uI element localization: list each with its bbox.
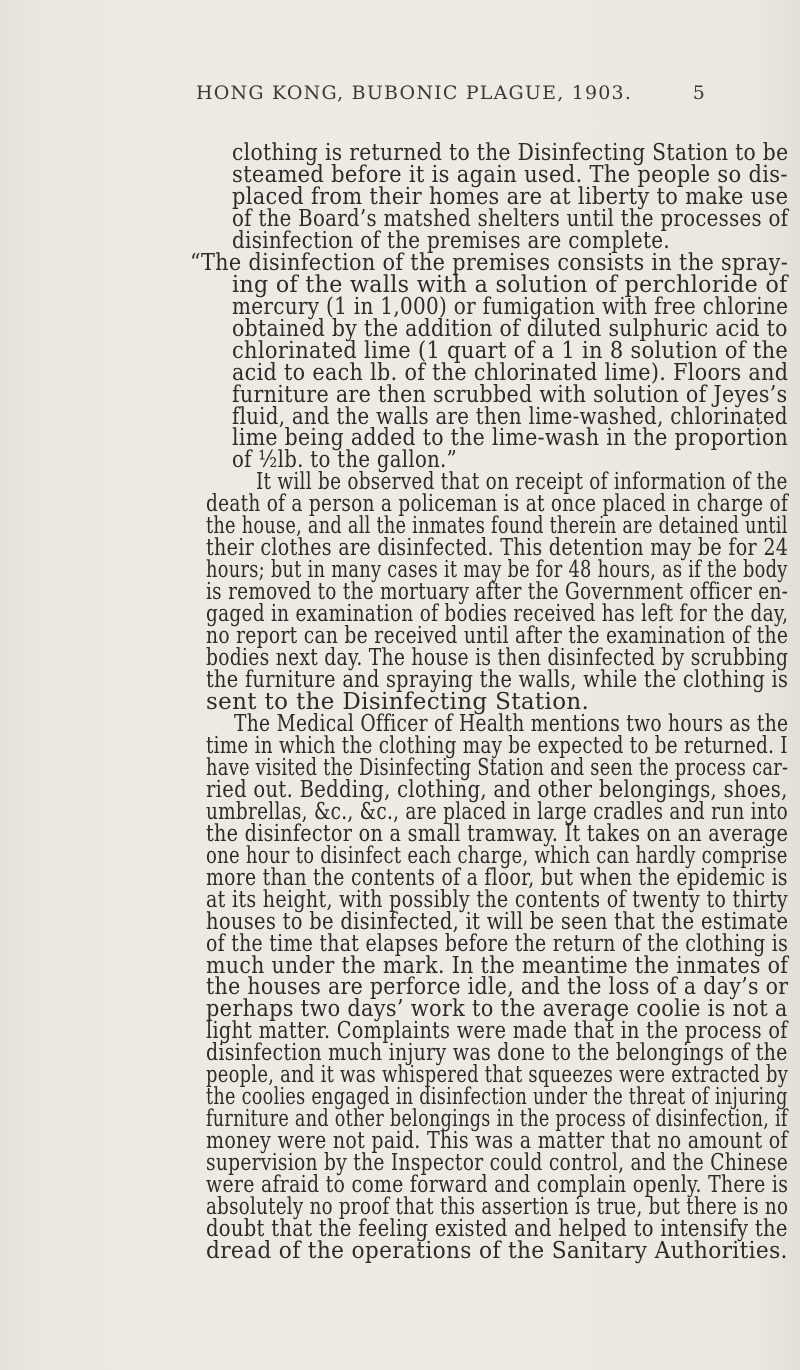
text-line: gaged in examination of bodies received has left for the day,: [206, 601, 789, 627]
text-line: light matter. Complaints were made that in the process of: [206, 1018, 788, 1044]
text-line: no report can be received until after the examination of the: [206, 623, 789, 649]
text-line: doubt that the feeling existed and helped to intensify the: [206, 1216, 788, 1242]
text-line: acid to each lb. of the chlorinated lime). Floors and: [232, 360, 789, 386]
text-line: of ½lb. to the gallon.”: [232, 447, 457, 473]
text-line: absolutely no proof that this assertion is true, but there is no: [206, 1194, 789, 1220]
running-title: HONG KONG, BUBONIC PLAGUE, 1903.: [196, 82, 633, 104]
text-line: supervision by the Inspector could control, and the Chinese: [206, 1150, 789, 1176]
text-line: money were not paid. This was a matter that no amount of: [206, 1128, 788, 1154]
text-line: steamed before it is again used. The people so dis-: [232, 162, 788, 188]
text-line: disinfection much injury was done to the belongings of the: [206, 1040, 788, 1066]
text-line: sent to the Disinfecting Station.: [206, 689, 590, 715]
text-line: the house, and all the inmates found therein are detained until: [206, 513, 788, 539]
text-line: chlorinated lime (1 quart of a 1 in 8 solution of the: [232, 338, 789, 364]
text-line: people, and it was whispered that squeezes were extracted by: [206, 1062, 789, 1088]
page-number: 5: [692, 82, 706, 104]
text-line: time in which the clothing may be expected to be returned. I: [206, 733, 788, 759]
text-line: obtained by the addition of diluted sulphuric acid to: [232, 316, 788, 342]
text-line: the coolies engaged in disinfection under the threat of injuring: [206, 1084, 788, 1110]
text-line: is removed to the mortuary after the Government officer en-: [206, 579, 789, 605]
text-line: dread of the operations of the Sanitary Authorities.: [206, 1238, 788, 1264]
text-line: hours; but in many cases it may be for 48 hours, as if the body: [206, 557, 788, 583]
text-line: death of a person a policeman is at once placed in charge of: [206, 491, 789, 517]
text-line: furniture and other belongings in the process of disinfection, if: [206, 1106, 788, 1132]
text-line: the houses are perforce idle, and the loss of a day’s or: [206, 974, 789, 1000]
text-line: one hour to disinfect each charge, which can hardly comprise: [206, 843, 788, 869]
text-line: of the Board’s matshed shelters until the processes of: [232, 206, 789, 232]
text-line: mercury (1 in 1,000) or fumigation with free chlorine: [232, 294, 789, 320]
text-line: were afraid to come forward and complain openly. There is: [206, 1172, 789, 1198]
running-header: [196, 82, 706, 112]
text-line: perhaps two days’ work to the average coolie is not a: [206, 996, 788, 1022]
text-line: clothing is returned to the Disinfecting Station to be: [232, 140, 789, 166]
text-line: at its height, with possibly the contents of twenty to thirty: [206, 887, 788, 913]
text-line: lime being added to the lime-wash in the proportion: [232, 425, 789, 451]
text-line: bodies next day. The house is then disinfected by scrubbing: [206, 645, 789, 671]
text-line: much under the mark. In the meantime the inmates of: [206, 953, 789, 979]
text-line: “The disinfection of the premises consists in the spray-: [190, 250, 789, 276]
text-line: have visited the Disinfecting Station and seen the process car-: [206, 755, 789, 781]
text-line: houses to be disinfected, it will be seen that the estimate: [206, 909, 789, 935]
text-line: placed from their homes are at liberty to make use: [232, 184, 789, 210]
text-line: The Medical Officer of Health mentions two hours as the: [234, 711, 789, 737]
text-line: more than the contents of a floor, but when the epidemic is: [206, 865, 788, 891]
text-line: their clothes are disinfected. This detention may be for 24: [206, 535, 789, 561]
text-line: of the time that elapses before the return of the clothing is: [206, 931, 789, 957]
text-line: It will be observed that on receipt of information of the: [256, 469, 788, 495]
text-line: disinfection of the premises are complete.: [232, 228, 671, 254]
text-line: ing of the walls with a solution of perchloride of: [232, 272, 788, 298]
text-line: ried out. Bedding, clothing, and other belongings, shoes,: [206, 777, 788, 803]
text-line: the furniture and spraying the walls, while the clothing is: [206, 667, 789, 693]
text-line: furniture are then scrubbed with solution of Jeyes’s: [232, 382, 788, 408]
text-line: the disinfector on a small tramway. It takes on an average: [206, 821, 789, 847]
text-line: umbrellas, &c., &c., are placed in large cradles and run into: [206, 799, 789, 825]
text-line: fluid, and the walls are then lime-washed, chlorinated: [232, 404, 788, 430]
